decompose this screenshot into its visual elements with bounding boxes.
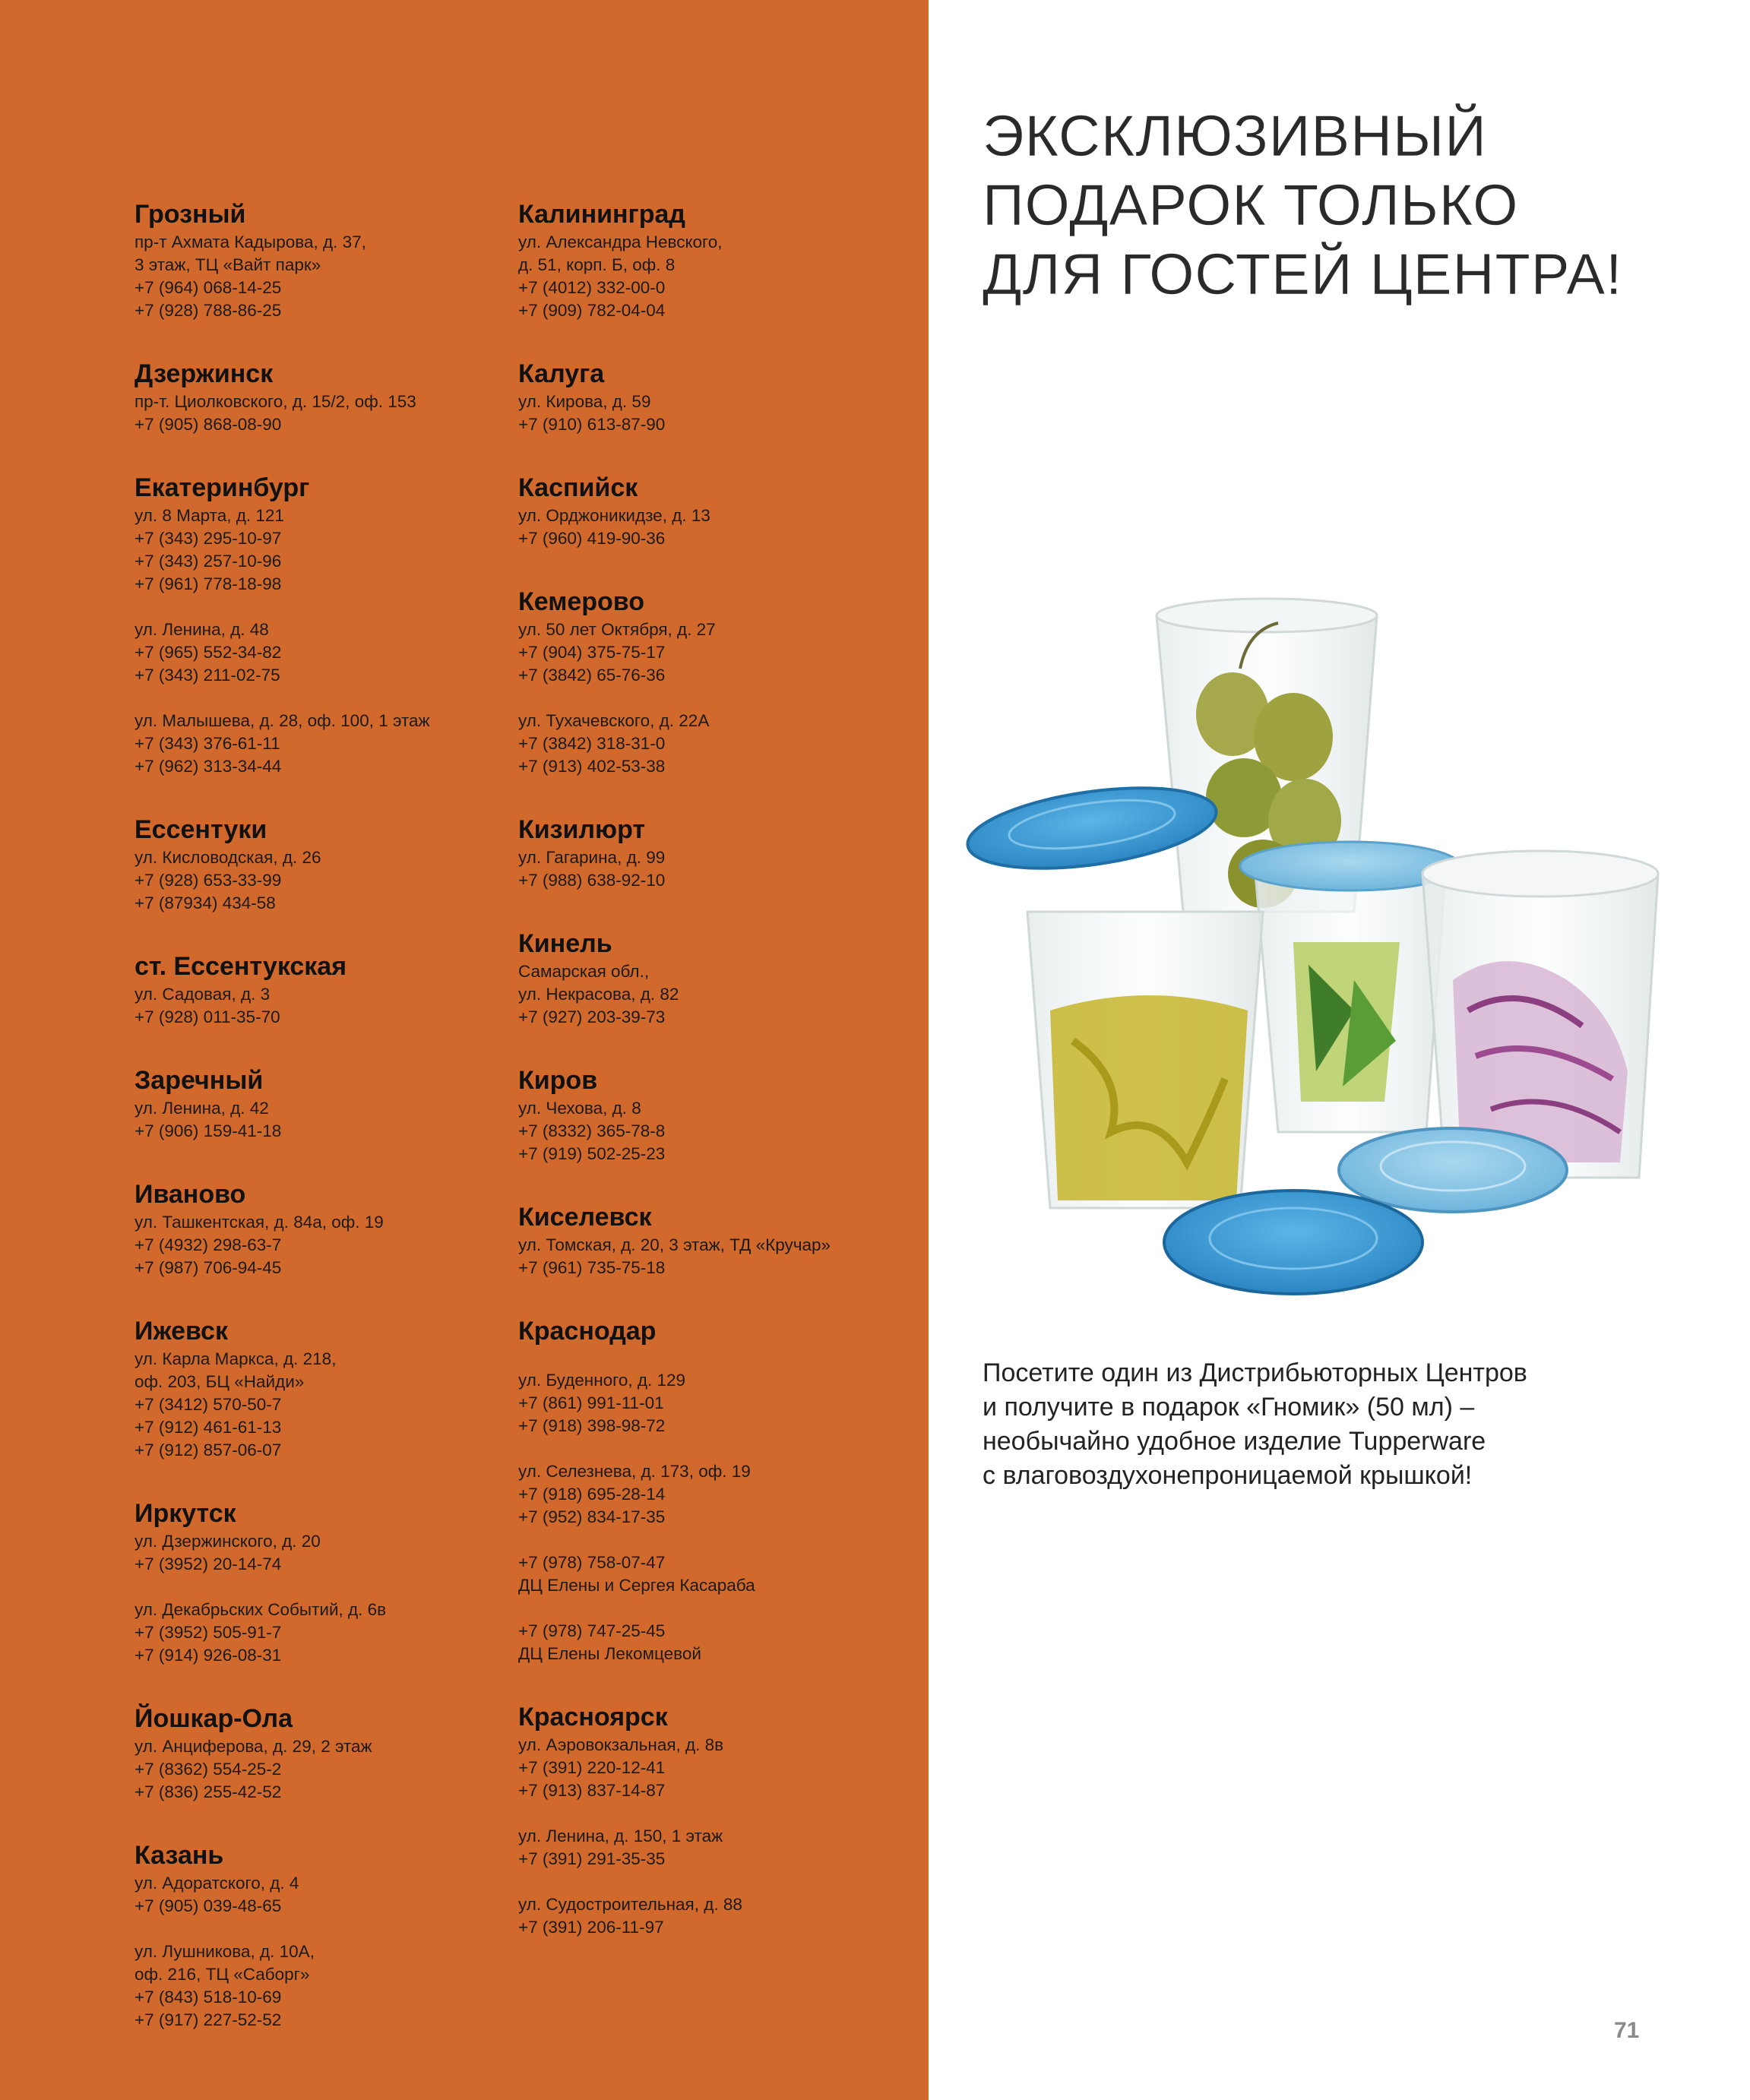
headline-line-1: ЭКСКЛЮЗИВНЫЙ (983, 104, 1487, 169)
address-line: ул. Чехова, д. 8 (518, 1099, 641, 1118)
city-block (134, 1498, 530, 1667)
city-name: Калуга (518, 359, 605, 388)
address-line: +7 (836) 255-42-52 (134, 1782, 282, 1801)
address-line: ул. Карла Маркса, д. 218, (134, 1349, 337, 1368)
address-line: ул. Буденного, д. 129 (518, 1371, 686, 1390)
address-line: ул. Селезнева, д. 173, оф. 19 (518, 1462, 751, 1481)
city-name: Кизилюрт (518, 815, 646, 844)
address-line: ул. Судостроительная, д. 88 (518, 1895, 742, 1914)
address-line: +7 (3842) 65-76-36 (518, 666, 666, 685)
address-line: +7 (928) 653-33-99 (134, 871, 282, 890)
address-line: +7 (343) 257-10-96 (134, 552, 282, 571)
city-block (134, 1316, 530, 1462)
address-line: ул. Тухачевского, д. 22А (518, 711, 710, 730)
city-name: Казань (134, 1841, 224, 1870)
address-line: +7 (988) 638-92-10 (518, 871, 666, 890)
address-line: +7 (928) 011-35-70 (134, 1007, 280, 1026)
city-block (518, 1316, 913, 1665)
address-line: ДЦ Елены Лекомцевой (518, 1644, 701, 1663)
address-line: +7 (918) 695-28-14 (518, 1485, 666, 1504)
address-line: +7 (961) 778-18-98 (134, 574, 282, 593)
promo-line-1: Посетите один из Дистрибьюторных Центров (983, 1358, 1527, 1387)
city-name: Киров (518, 1066, 598, 1095)
address-line: +7 (391) 291-35-35 (518, 1849, 666, 1868)
address-line: ул. Аэровокзальная, д. 8в (518, 1735, 724, 1754)
address-line: +7 (3842) 318-31-0 (518, 734, 666, 753)
address-line: +7 (343) 376-61-11 (134, 734, 280, 753)
city-block (134, 359, 530, 436)
promo-line-2: и получите в подарок «Гномик» (50 мл) – (983, 1393, 1475, 1422)
city-name: ст. Ессентукская (134, 952, 347, 981)
city-name: Кемерово (518, 587, 645, 616)
city-block (134, 1179, 530, 1279)
address-line: +7 (919) 502-25-23 (518, 1144, 666, 1163)
headline-line-3: ДЛЯ ГОСТЕЙ ЦЕНТРА! (983, 242, 1623, 307)
city-block (134, 1065, 530, 1143)
promo-line-3: необычайно удобное изделие Tupperware (983, 1427, 1486, 1456)
city-name: Иркутск (134, 1499, 236, 1528)
city-block (518, 1702, 913, 1939)
city-name: Киселевск (518, 1203, 652, 1232)
address-line: ул. Ленина, д. 150, 1 этаж (518, 1826, 723, 1845)
lid-blue (1164, 1191, 1422, 1294)
city-block (134, 814, 530, 915)
address-column-2 (518, 199, 913, 1975)
address-line: +7 (964) 068-14-25 (134, 278, 282, 297)
city-name: Кинель (518, 929, 612, 958)
address-line: +7 (8332) 365-78-8 (518, 1121, 666, 1140)
city-name: Йошкар-Ола (134, 1704, 293, 1733)
address-line: ул. 50 лет Октября, д. 27 (518, 620, 716, 639)
city-name: Иваново (134, 1180, 246, 1209)
address-line: +7 (912) 857-06-07 (134, 1441, 282, 1460)
address-line: ул. Орджоникидзе, д. 13 (518, 506, 710, 525)
city-name: Красноярск (518, 1703, 668, 1732)
address-line: +7 (391) 220-12-41 (518, 1758, 666, 1777)
city-name: Краснодар (518, 1317, 657, 1346)
address-line: пр-т Ахмата Кадырова, д. 37, (134, 232, 366, 251)
promo-line-4: с влаговоздухонепроницаемой крышкой! (983, 1461, 1473, 1490)
address-line: +7 (914) 926-08-31 (134, 1646, 282, 1665)
address-line: +7 (909) 782-04-04 (518, 301, 666, 320)
address-line: +7 (906) 159-41-18 (134, 1121, 282, 1140)
address-line: ул. Ленина, д. 48 (134, 620, 269, 639)
address-line: +7 (928) 788-86-25 (134, 301, 282, 320)
address-line: +7 (3952) 20-14-74 (134, 1554, 282, 1573)
address-line: +7 (987) 706-94-45 (134, 1258, 282, 1277)
address-line: +7 (913) 837-14-87 (518, 1781, 666, 1800)
city-name: Заречный (134, 1066, 264, 1095)
address-line: +7 (8362) 554-25-2 (134, 1760, 282, 1779)
city-block (518, 199, 913, 322)
address-line: ул. Кирова, д. 59 (518, 392, 651, 411)
address-line: ул. Анциферова, д. 29, 2 этаж (134, 1737, 372, 1756)
address-line: +7 (391) 206-11-97 (518, 1918, 664, 1937)
city-name: Калининград (518, 200, 685, 229)
address-line: ул. Дзержинского, д. 20 (134, 1532, 321, 1551)
address-line: ул. Александра Невского, (518, 232, 723, 251)
address-line: Самарская обл., (518, 962, 650, 981)
address-line: +7 (4932) 298-63-7 (134, 1235, 282, 1254)
address-line: ул. Гагарина, д. 99 (518, 848, 666, 867)
city-block (518, 928, 913, 1029)
city-block (134, 951, 530, 1029)
page-number: 71 (1614, 2018, 1640, 2043)
address-line: ул. Адоратского, д. 4 (134, 1874, 299, 1893)
product-photo-containers (959, 585, 1673, 1345)
address-line: +7 (962) 313-34-44 (134, 757, 282, 776)
address-line: ул. Лушникова, д. 10А, (134, 1942, 315, 1961)
city-name: Грозный (134, 200, 246, 229)
address-line: +7 (910) 613-87-90 (518, 415, 666, 434)
city-name: Ижевск (134, 1317, 228, 1346)
address-line: оф. 216, ТЦ «Саборг» (134, 1965, 310, 1984)
address-line: +7 (978) 747-25-45 (518, 1621, 666, 1640)
address-line: +7 (917) 227-52-52 (134, 2010, 282, 2029)
address-line: +7 (913) 402-53-38 (518, 757, 666, 776)
address-line: +7 (904) 375-75-17 (518, 643, 666, 662)
city-block (134, 1703, 530, 1804)
address-line: ул. Ленина, д. 42 (134, 1099, 269, 1118)
city-block (518, 359, 913, 436)
address-line: 3 этаж, ТЦ «Вайт парк» (134, 255, 321, 274)
city-block (518, 587, 913, 778)
address-line: +7 (87934) 434-58 (134, 893, 276, 912)
headline-line-2: ПОДАРОК ТОЛЬКО (983, 173, 1519, 238)
address-line: ДЦ Елены и Сергея Касараба (518, 1576, 755, 1595)
address-line: ул. Ташкентская, д. 84а, оф. 19 (134, 1213, 384, 1232)
address-line: +7 (912) 461-61-13 (134, 1418, 282, 1437)
address-line: +7 (961) 735-75-18 (518, 1258, 666, 1277)
address-line: ул. Малышева, д. 28, оф. 100, 1 этаж (134, 711, 430, 730)
city-name: Дзержинск (134, 359, 274, 388)
promo-text (983, 1356, 1666, 1493)
city-name: Ессентуки (134, 815, 267, 844)
headline (983, 102, 1622, 309)
city-name: Екатеринбург (134, 473, 310, 502)
address-line: +7 (905) 868-08-90 (134, 415, 282, 434)
address-line: +7 (965) 552-34-82 (134, 643, 282, 662)
address-line: +7 (905) 039-48-65 (134, 1896, 282, 1915)
address-line: ул. Садовая, д. 3 (134, 985, 271, 1004)
address-line: +7 (343) 295-10-97 (134, 529, 282, 548)
lid-light-blue (1339, 1128, 1567, 1212)
city-name: Каспийск (518, 473, 638, 502)
address-line: оф. 203, БЦ «Найди» (134, 1372, 305, 1391)
city-block (518, 1065, 913, 1165)
address-line: +7 (3412) 570-50-7 (134, 1395, 282, 1414)
address-line: +7 (343) 211-02-75 (134, 666, 280, 685)
address-line: +7 (978) 758-07-47 (518, 1553, 666, 1572)
address-line: +7 (4012) 332-00-0 (518, 278, 666, 297)
address-line: +7 (927) 203-39-73 (518, 1007, 666, 1026)
address-line: ул. Кисловодская, д. 26 (134, 848, 321, 867)
city-block (134, 1840, 530, 2032)
city-block (518, 1202, 913, 1279)
address-line: ул. Томская, д. 20, 3 этаж, ТД «Кручар» (518, 1235, 831, 1254)
address-line: ул. Декабрьских Событий, д. 6в (134, 1600, 387, 1619)
address-line: +7 (918) 398-98-72 (518, 1416, 666, 1435)
address-line: +7 (3952) 505-91-7 (134, 1623, 282, 1642)
address-line: +7 (861) 991-11-01 (518, 1393, 664, 1412)
address-line: +7 (952) 834-17-35 (518, 1507, 666, 1526)
address-line: ул. Некрасова, д. 82 (518, 985, 679, 1004)
city-block (518, 473, 913, 550)
address-line: +7 (843) 518-10-69 (134, 1988, 282, 2007)
city-block (134, 199, 530, 322)
address-line: пр-т. Циолковского, д. 15/2, оф. 153 (134, 392, 416, 411)
city-block (134, 473, 530, 778)
address-line: ул. 8 Марта, д. 121 (134, 506, 284, 525)
address-line: +7 (960) 419-90-36 (518, 529, 666, 548)
address-line: д. 51, корп. Б, оф. 8 (518, 255, 676, 274)
address-column-1 (134, 199, 530, 2068)
city-block (518, 814, 913, 892)
